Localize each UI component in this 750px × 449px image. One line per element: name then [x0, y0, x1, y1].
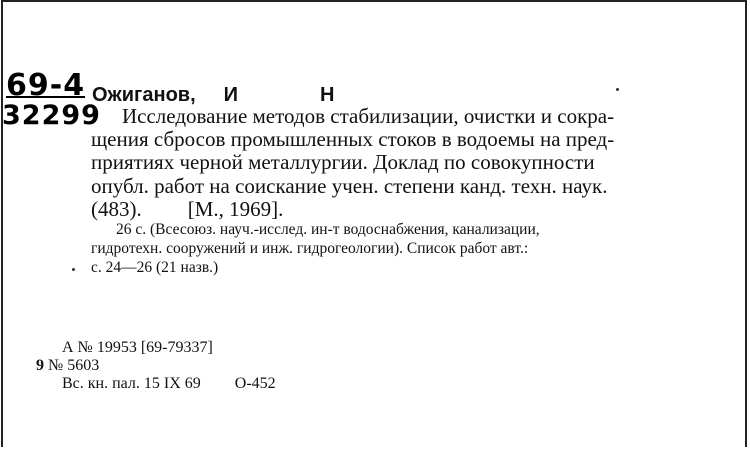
handwritten-number: 32299	[2, 100, 101, 131]
note-line-1: 26 с. (Всесоюз. науч.-исслед. ин-т водоснабжения, канализации,	[116, 221, 540, 238]
footer-line-1: А № 19953 [69-79337]	[62, 339, 213, 356]
footer-line-2	[36, 357, 99, 375]
author-initial-2: Н	[320, 84, 335, 106]
title-line-3: приятиях черной металлургии. Доклад по совокупности	[91, 150, 595, 174]
publication-place-year: [М., 1969].	[187, 197, 284, 221]
publication-number: (483).	[91, 197, 142, 221]
speck-mark	[72, 268, 75, 271]
author-initial-1: И	[223, 84, 239, 106]
footer-line-2-prefix: 9	[36, 357, 44, 374]
title-line-4: опубл. работ на соискание учен. степени канд. техн. наук.	[91, 174, 608, 198]
note-line-2: гидротехн. сооружений и инж. гидрогеологии). Список работ авт.:	[91, 240, 529, 257]
footer-chamber-date: Вс. кн. пал. 15 IX 69	[62, 375, 201, 392]
note-line-3: с. 24—26 (21 назв.)	[91, 259, 219, 276]
handwritten-code: 69-4	[6, 68, 86, 103]
footer-line-2-number: № 5603	[48, 357, 100, 374]
title-line-1: Исследование методов стабилизации, очистки и сокра-	[122, 104, 615, 128]
speck-mark	[616, 88, 619, 91]
publication-line	[91, 197, 283, 222]
footer-line-3	[62, 375, 276, 393]
title-line-2: щения сбросов промышленных стоков в водоемы на пред-	[91, 127, 615, 151]
footer-order-code: О-452	[234, 375, 276, 392]
author-surname: Ожиганов,	[92, 84, 196, 106]
